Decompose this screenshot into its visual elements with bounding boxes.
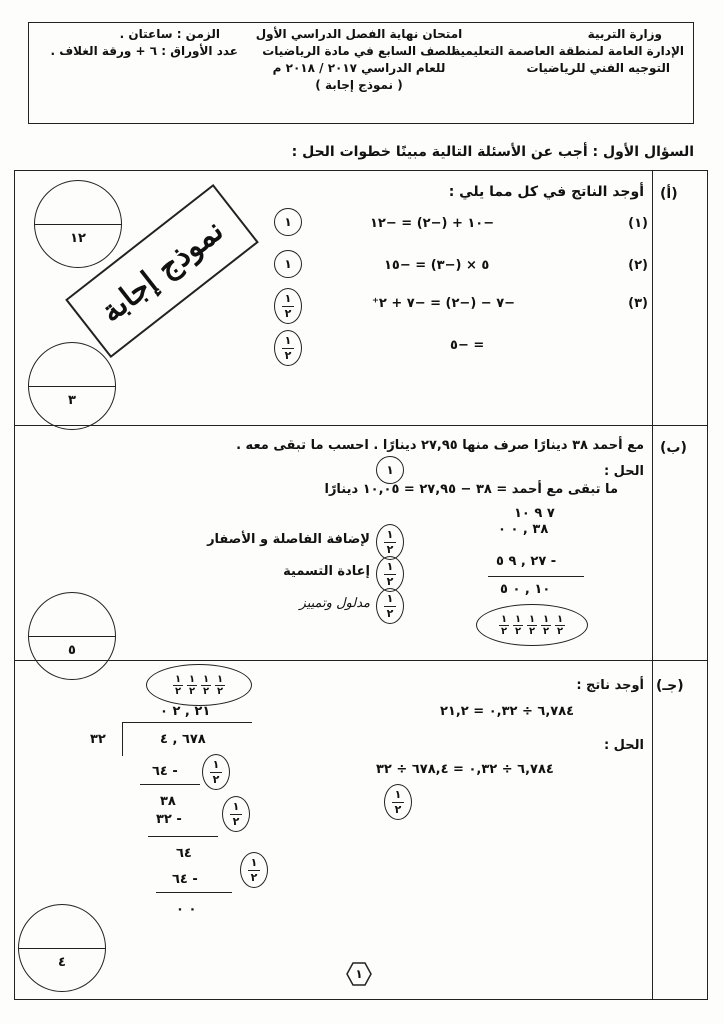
part-a-label: (أ) <box>660 186 678 202</box>
fraction-numerator: ١ <box>284 333 292 347</box>
supervision: التوجيه الفني للرياضيات <box>526 61 670 75</box>
part-c-solution-label: الحل : <box>603 738 644 753</box>
part-a-item-2-num: (٢) <box>628 258 648 273</box>
part-c-score-circle <box>18 904 106 992</box>
half-point-badge <box>376 524 404 560</box>
header-exam-block <box>244 26 474 94</box>
half-point-badge <box>274 330 302 366</box>
half-fraction: $\frac{١}{٢}$ <box>542 613 550 637</box>
exam-title: امتحان نهاية الفصل الدراسي الأول <box>255 27 463 41</box>
division-step: ٣٨ <box>160 794 176 809</box>
header-time-block <box>38 26 238 60</box>
division-bar <box>122 722 252 723</box>
point-badge: ١ <box>274 208 302 236</box>
division-step: ٣٢ - <box>156 812 182 827</box>
half-fraction: $\frac{١}{٢}$ <box>188 673 196 697</box>
part-c-prompt: أوجد ناتج : <box>576 678 644 693</box>
division-quotient: ٢١ , ٢ ٠ <box>160 704 211 719</box>
divider-b-c <box>14 660 708 661</box>
half-point-badge <box>384 784 412 820</box>
subtraction-subtrahend: ٢٧ , ٩ ٥ - <box>496 554 557 569</box>
exam-subject: للصف السابع في مادة الرياضيات <box>262 44 456 58</box>
part-b-score-value: ٥ <box>68 643 76 658</box>
directorate: الإدارة العامة لمنطقة العاصمة التعليمية <box>453 44 684 58</box>
subtraction-minuend: ٣٨ , ٠ ٠ <box>498 522 549 537</box>
division-dividend: ٦٧٨ , ٤ <box>160 732 206 747</box>
page-number-value: ١ <box>355 967 363 981</box>
fraction-numerator: ١ <box>394 787 402 801</box>
fraction-numerator: ١ <box>386 559 394 573</box>
half-point-badge <box>274 288 302 324</box>
total-score-value: ١٢ <box>70 231 86 246</box>
part-a-prompt: أوجد الناتج في كل مما يلي : <box>448 184 644 200</box>
fraction-numerator: ١ <box>284 291 292 305</box>
part-c-solution-line: ٦,٧٨٤ ÷ ٠,٣٢ = ٦٧٨,٤ ÷ ٣٢ <box>376 762 554 777</box>
half-fraction: $\frac{١}{٢}$ <box>216 673 224 697</box>
part-c-problem: ٦,٧٨٤ ÷ ٠,٣٢ = ٢١,٢ <box>440 704 575 719</box>
part-c-score-value: ٤ <box>58 955 66 970</box>
half-point-badge: ١ ٢ <box>240 852 268 888</box>
ministry: وزارة التربية <box>587 27 662 41</box>
part-b-score-circle <box>28 592 116 680</box>
divider-a-b <box>14 425 708 426</box>
fraction-numerator: ١ <box>386 527 394 541</box>
part-a-item-3-num: (٣) <box>628 296 648 311</box>
half-point-badge <box>376 588 404 624</box>
part-a-item-4-expr: = −٥ <box>450 338 485 353</box>
division-remainder: ٠ ٠ <box>176 902 197 917</box>
part-a-item-2-expr: ٥ × (−٣) = −١٥ <box>384 258 490 273</box>
exam-pages: عدد الأوراق : ٦ + ورقة الغلاف . <box>50 44 238 58</box>
part-a-item-1-num: (١) <box>628 216 648 231</box>
model-answer-stamp: نموذج إجابة <box>65 184 259 358</box>
half-points-oval <box>146 664 252 706</box>
part-c-label: (جـ) <box>656 678 684 694</box>
division-rule <box>140 784 200 785</box>
half-point-badge: ١ ٢ <box>202 754 230 790</box>
part-b-solution-line: ما تبقى مع أحمد = ٣٨ − ٢٧,٩٥ = ١٠,٠٥ دينارًا <box>324 482 618 497</box>
header-ministry-block <box>453 26 684 77</box>
part-a-item-1-expr: −١٠ + (−٢) = −١٢ <box>370 216 495 231</box>
division-rule <box>148 836 218 837</box>
half-fraction: $\frac{١}{٢}$ <box>202 673 210 697</box>
half-fraction: $\frac{١}{٢}$ <box>174 673 182 697</box>
division-bracket <box>122 722 123 756</box>
division-step: ٦٤ <box>176 846 192 861</box>
fraction-denominator: ٢ <box>386 606 394 620</box>
step-note-decimal-zeros: لإضافة الفاصلة و الأصفار <box>207 532 370 547</box>
half-point-badge <box>376 556 404 592</box>
step-note-renaming: إعادة التسمية <box>283 564 370 579</box>
division-rule <box>156 892 232 893</box>
half-fraction: $\frac{١}{٢}$ <box>500 613 508 637</box>
half-fraction: $\frac{١}{٢}$ <box>514 613 522 637</box>
step-note-unit: مدلول وتمييز <box>299 596 370 611</box>
half-points-oval <box>476 604 588 646</box>
subtraction-rule <box>488 576 584 577</box>
fraction-denominator: ٢ <box>386 574 394 588</box>
total-score-circle <box>34 180 122 268</box>
part-a-score-value: ٣ <box>68 393 76 408</box>
fraction-denominator: ٢ <box>284 306 292 320</box>
page-number <box>346 962 372 986</box>
half-fraction: $\frac{١}{٢}$ <box>528 613 536 637</box>
subtraction-result: ١٠ , ٠ ٥ <box>500 582 551 597</box>
exam-year: للعام الدراسي ٢٠١٧ / ٢٠١٨ م <box>272 61 446 75</box>
part-b-problem: مع أحمد ٣٨ دينارًا صرف منها ٢٧,٩٥ دينارًا . احسب ما تبقى معه . <box>236 438 644 453</box>
part-b-label: (ب) <box>660 440 687 456</box>
half-point-badge: ١ ٢ <box>222 796 250 832</box>
exam-time: الزمن : ساعتان . <box>119 27 220 41</box>
half-fraction: $\frac{١}{٢}$ <box>556 613 564 637</box>
label-column-divider <box>652 170 653 1000</box>
fraction-denominator: ٢ <box>284 348 292 362</box>
division-step: ٦٤ - <box>172 872 198 887</box>
division-step: ٦٤ - <box>152 764 178 779</box>
point-badge: ١ <box>376 456 404 484</box>
point-badge: ١ <box>274 250 302 278</box>
borrow-marks: ٧ ٩ ١٠ <box>514 506 555 521</box>
part-a-score-circle <box>28 342 116 430</box>
fraction-denominator: ٢ <box>394 802 402 816</box>
fraction-denominator: ٢ <box>386 542 394 556</box>
part-a-item-3-expr: −٧ − (−٢) = −٧ + ٢⁺ <box>372 296 516 311</box>
question-title: السؤال الأول : أجب عن الأسئلة التالية مبينًا خطوات الحل : <box>291 144 694 160</box>
model-answer-label: ( نموذج إجابة ) <box>315 78 403 92</box>
division-divisor: ٣٢ <box>90 732 106 747</box>
fraction-numerator: ١ <box>386 591 394 605</box>
part-b-solution-label: الحل : <box>603 464 644 479</box>
